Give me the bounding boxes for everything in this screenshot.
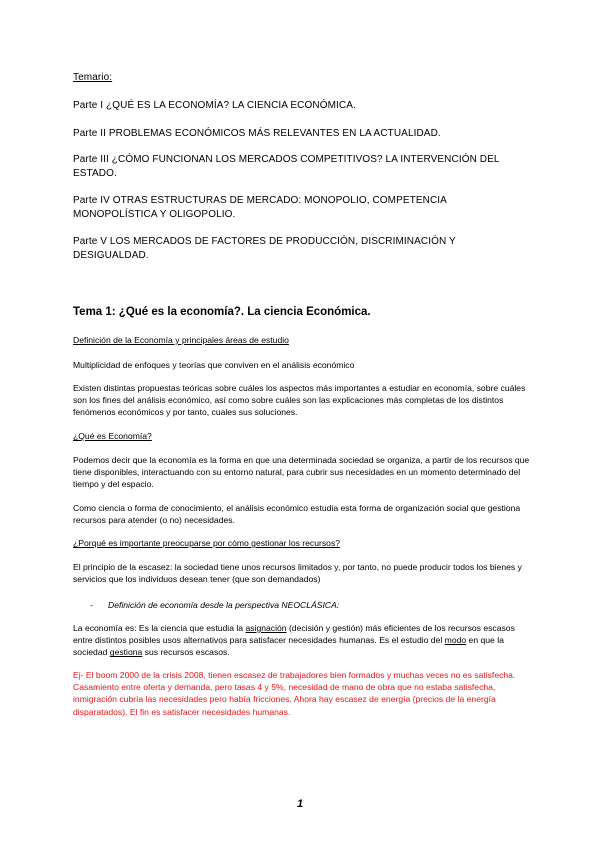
paragraph-escasez: El principio de la escasez: la sociedad tiene unos recursos limitados y, por tanto, no puede producir todos los bienes y servicios que los individuos desean tener (que son demandados) <box>73 562 522 585</box>
paragraph-ciencia: Como ciencia o forma de conocimiento, el análisis económico estudia esta forma de organización social que gestiona recursos para atender (o no) necesidades. <box>73 503 521 526</box>
section-heading-que-es: ¿Qué es Economía? <box>73 431 152 441</box>
temario-item-3: Parte III ¿CÓMO FUNCIONAN LOS MERCADOS COMPETITIVOS? LA INTERVENCIÓN DEL ESTADO. <box>73 154 500 179</box>
paragraph-multiplicidad: Multiplicidad de enfoques y teorías que conviven en el análisis económico <box>73 360 355 370</box>
tema-title: Tema 1: ¿Qué es la economía?. La ciencia Económica. <box>73 306 371 318</box>
paragraph-economia-forma: Podemos decir que la economía es la forma en que una determinada sociedad se organiza, a partir de los recursos que tiene disponibles, interactuando con su entorno natural, para cubrir sus necesidades en un momento determinado del tiempo y del espacio. <box>73 455 530 490</box>
term-asignacion: asignación <box>245 623 287 633</box>
paragraph-propuestas: Existen distintas propuestas teóricas sobre cuáles los aspectos más importantes a estudiar en economía, sobre cuáles son los fines del análisis económico, así como sobre cuáles son las explicaciones más completas de los distintos fenómenos económicos y por tanto, cuales sus soluciones. <box>73 383 526 418</box>
temario-heading: Temario: <box>73 72 113 83</box>
temario-item-1: Parte I ¿QUÉ ES LA ECONOMÍA? LA CIENCIA ECONÓMICA. <box>73 100 356 111</box>
bullet-dash: - <box>90 600 93 610</box>
bullet-neoclasica: Definición de economía desde la perspectiva NEOCLÁSICA: <box>108 600 340 610</box>
term-modo: modo <box>444 635 467 646</box>
temario-item-5: Parte V LOS MERCADOS DE FACTORES DE PRODUCCIÓN, DISCRIMINACIÓN Y DESIGUALDAD. <box>73 236 456 261</box>
section-heading-definicion: Definición de la Economía y principales áreas de estudio <box>73 335 289 345</box>
section-heading-porque: ¿Porqué es importante preocuparse por cómo gestionar los recursos? <box>73 538 341 548</box>
temario-item-2: Parte II PROBLEMAS ECONÓMICOS MÁS RELEVANTES EN LA ACTUALIDAD. <box>73 128 441 139</box>
temario-item-4: Parte IV OTRAS ESTRUCTURAS DE MERCADO: MONOPOLIO, COMPETENCIA MONOPOLÍSTICA Y OLIGOPOLIO. <box>73 195 447 220</box>
paragraph-ejemplo: Ej- El boom 2000 de la crisis 2008, tienen escasez de trabajadores bien formados y muchas veces no es satisfecha. Casamiento entre oferta y demanda, pero tasas 4 y 5%, necesidad de mano de obra que no estaba satisfecha, inmigración cubría las necesidades pero había fricciones. Ahora hay escasez de energía (precios de la energía disparatados). El fin es satisfacer necesidades humanas. <box>73 670 516 717</box>
term-gestiona: gestiona <box>109 647 143 658</box>
paragraph-definicion-neoclasica: La economía es: Es la ciencia que estudia la asignación (decisión y gestión) más eficientes de los recursos escasos entre distintos posibles usos alternativos para satisfacer necesidades humanas. Es el estudio del modo en que la sociedad gestiona sus recursos escasos. <box>73 623 515 658</box>
page-number: 1 <box>296 798 304 810</box>
